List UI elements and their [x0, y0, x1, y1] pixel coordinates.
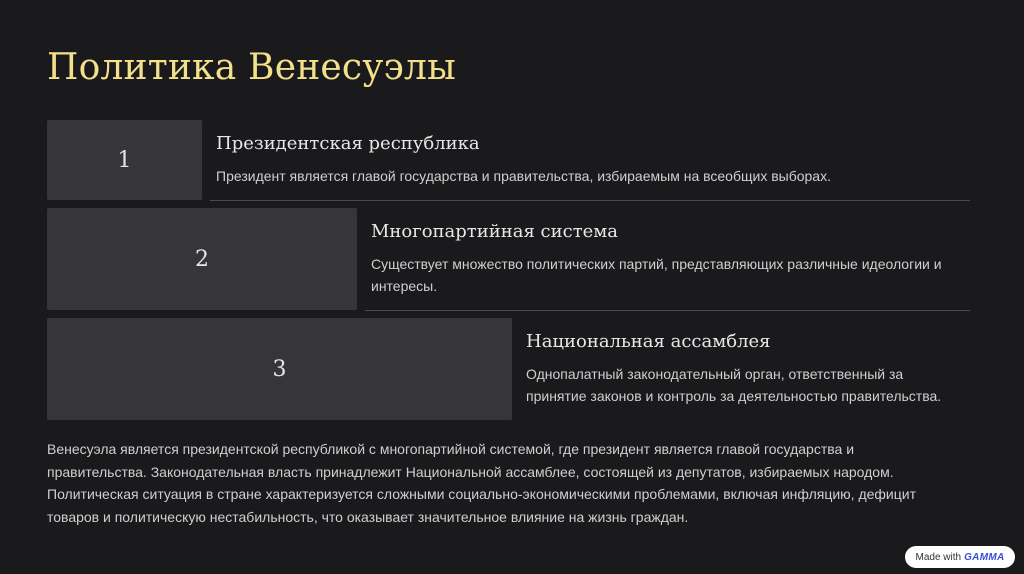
step-1-title: Президентская республика	[216, 133, 480, 154]
step-2-text: Существует множество политических партий, представляющих различные идеологии и интересы.	[371, 256, 942, 294]
step-1-divider	[210, 200, 970, 201]
step-1-number: 1	[117, 147, 132, 173]
step-2-number: 2	[195, 246, 209, 272]
page-title: Политика Венесуэлы	[47, 47, 456, 88]
step-3-title: Национальная ассамблея	[526, 331, 771, 352]
badge-prefix: Made with	[915, 551, 962, 563]
summary-paragraph: Венесуэла является президентской республикой с многопартийной системой, где президент является главой государства и правительства. Законодательная власть принадлежит Национальной ассамблее, состоящей из депутатов, избираемых народом. Политическая ситуация в стране характеризуется сложными социально-экономическими проблемами, включая инфляцию, дефицит товаров и политическую нестабильность, что оказывает значительное влияние на жизнь граждан.	[47, 441, 916, 525]
step-2-title: Многопартийная система	[371, 221, 619, 242]
step-2-divider	[365, 310, 970, 311]
made-with-gamma-badge[interactable]	[905, 546, 1015, 568]
step-3-number-box	[47, 318, 512, 420]
step-1-number-box	[47, 120, 202, 200]
step-2-number-box	[47, 208, 357, 310]
step-3-number: 3	[272, 356, 287, 382]
step-3-text: Однопалатный законодательный орган, ответственный за принятие законов и контроль за деятельностью правительства.	[526, 366, 942, 404]
gamma-logo: GAMMA	[964, 551, 1005, 563]
step-1-text: Президент является главой государства и правительства, избираемым на всеобщих выборах.	[216, 168, 831, 184]
